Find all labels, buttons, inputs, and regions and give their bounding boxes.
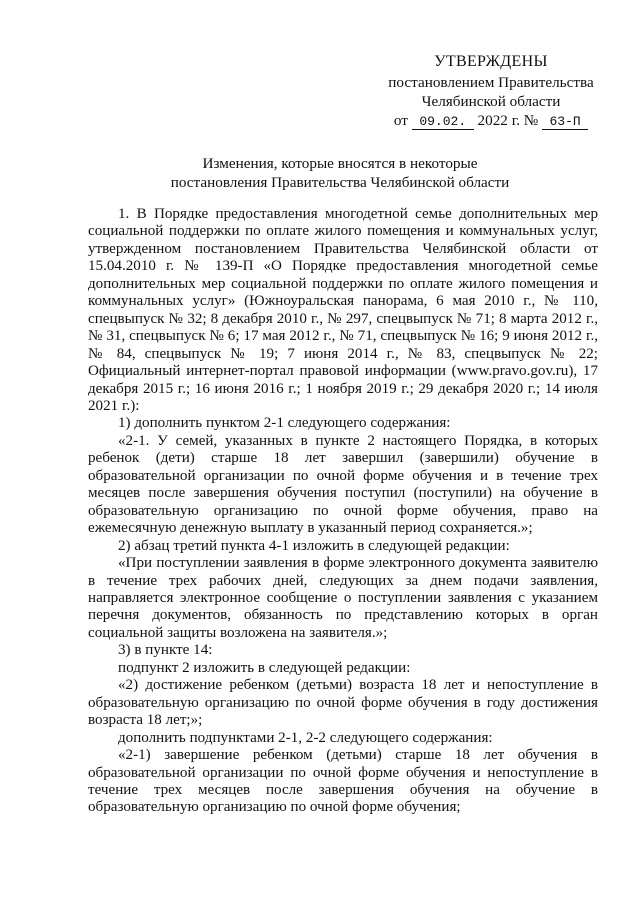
paragraph-4: 2) абзац третий пункта 4-1 изложить в следующей редакции: bbox=[118, 537, 510, 554]
approval-number: 63-П bbox=[542, 115, 588, 130]
paragraph-8: «2) достижение ребенком (детьми) возраста 18 лет и непоступление в образовательную организацию по очной форме обучения в году достижения возраста 18 лет;»; bbox=[88, 677, 598, 729]
paragraph-7: подпункт 2 изложить в следующей редакции: bbox=[118, 659, 411, 676]
paragraph-9: дополнить подпунктами 2-1, 2-2 следующего содержания: bbox=[118, 729, 493, 746]
document-body bbox=[88, 206, 598, 817]
approval-date: 09.02. bbox=[412, 115, 474, 130]
paragraph-5: «При поступлении заявления в форме электронного документа заявителю в течение трех рабочих дней, следующих за днем подачи заявления, направляется электронное сообщение о поступлении заявления с указанием перечня документов, обязанность по представлению которых в орган социальной защиты возложена на заявителя.»; bbox=[88, 555, 598, 641]
paragraph-1: 1. В Порядке предоставления многодетной семье дополнительных мер социальной поддержки по оплате жилого помещения и коммунальных услуг, утвержденном постановлением Правительства Челябинской области от 15.04.2010 г. № 139-П «О Порядке предоставления многодетной семье дополнительных мер социальной поддержки по оплате жилого помещения и коммунальных услуг» (Южноуральская панорама, 6 мая 2010 г., № 110, спецвыпуск № 32; 8 декабря 2010 г., № 297, спецвыпуск № 71; 8 марта 2012 г., № 31, спецвыпуск № 6; 17 мая 2012 г., № 71, спецвыпуск № 16; 9 июня 2012 г., № 84, спецвыпуск № 19; 7 июня 2014 г., № 83, спецвыпуск № 22; Официальный интернет-портал правовой информации (www.pravo.gov.ru), 17 декабря 2015 г.; 16 июня 2016 г.; 1 ноября 2019 г.; 29 декабря 2020 г.; 14 июля 2021 г.): bbox=[88, 206, 598, 414]
heading-line-1: Изменения, которые вносятся в некоторые bbox=[202, 155, 478, 172]
document-heading bbox=[100, 154, 580, 192]
heading-line-2: постановления Правительства Челябинской области bbox=[170, 174, 510, 191]
paragraph-3: «2-1. У семей, указанных в пункте 2 настоящего Порядка, в которых ребенок (дети) старше 18 лет завершил (завершили) обучение в образовательной организации по очной форме обучения и в течение трех месяцев после завершения обучения поступил (поступили) на обучение в образовательную организацию по очной форме обучения, право на ежемесячную денежную выплату в указанный период сохраняется.»; bbox=[88, 432, 598, 537]
paragraph-2: 1) дополнить пунктом 2-1 следующего содержания: bbox=[118, 415, 451, 432]
approval-line-2: Челябинской области bbox=[421, 93, 561, 110]
approval-line-1: постановлением Правительства bbox=[388, 74, 594, 91]
approval-date-line bbox=[376, 111, 606, 130]
paragraph-10: «2-1) завершение ребенком (детьми) старше 18 лет обучения в образовательной организации по очной форме обучения и непоступление в течение трех месяцев после завершения обучения на обучение в образовательную организацию по очной форме обучения; bbox=[88, 747, 598, 816]
approval-year: 2022 г. № bbox=[477, 112, 539, 129]
paragraph-6: 3) в пункте 14: bbox=[118, 642, 213, 659]
approval-from-prefix: от bbox=[393, 112, 408, 129]
approval-title: УТВЕРЖДЕНЫ bbox=[434, 53, 548, 70]
approval-stamp bbox=[376, 52, 606, 130]
